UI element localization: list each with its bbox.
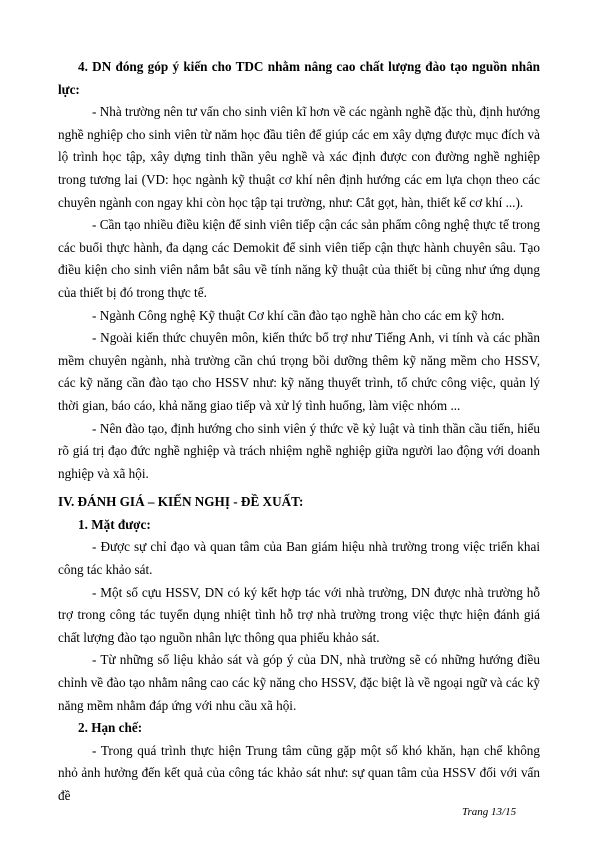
section-4-paragraph: - Ngành Công nghệ Kỹ thuật Cơ khí cần đào tạo nghề hàn cho các em kỹ hơn. (92, 307, 505, 323)
section-iv-heading: IV. ĐÁNH GIÁ – KIẾN NGHỊ - ĐỀ XUẤT: (58, 494, 304, 510)
section-4-heading: 4. DN đóng góp ý kiến cho TDC nhằm nâng cao chất lượng đào tạo nguồn nhân lực: (58, 59, 540, 97)
page-content (58, 56, 540, 808)
section-4-paragraph: - Ngoài kiến thức chuyên môn, kiến thức bổ trợ như Tiếng Anh, vi tính và các phần mềm chuyên ngành, nhà trường cần chú trọng bồi dưỡng thêm kỹ năng mềm cho HSSV, các kỹ năng cần đào tạo cho HSSV như: kỹ năng thuyết trình, tổ chức công việc, quản lý thời gian, báo cáo, khả năng giao tiếp và xử lý tình huống, làm việc nhóm ... (58, 330, 540, 413)
page-number: Trang 13/15 (462, 806, 517, 818)
section-4-paragraph: - Cần tạo nhiều điều kiện để sinh viên tiếp cận các sản phẩm công nghệ thực tế trong các buổi thực hành, đa dạng các Demokit để sinh viên tiếp cận thực hành chuyên sâu. Tạo điều kiện cho sinh viên nắm bắt sâu về tính năng kỹ thuật của thiết bị cũng như ứng dụng của thiết bị đó trong thực tế. (58, 217, 540, 300)
subsection-1-paragraph: - Từ những số liệu khảo sát và góp ý của DN, nhà trường sẽ có những hướng điều chỉnh về đào tạo nhằm nâng cao các kỹ năng cho HSSV, đặc biệt là về ngoại ngữ và các kỹ năng mềm nhằm đáp ứng với nhu cầu xã hội. (58, 652, 540, 713)
subsection-1-paragraph: - Được sự chỉ đạo và quan tâm của Ban giám hiệu nhà trường trong việc triển khai công tác khảo sát. (58, 539, 540, 578)
subsection-2-heading: 2. Hạn chế: (78, 720, 143, 736)
section-4-paragraph: - Nhà trường nên tư vấn cho sinh viên kĩ hơn về các ngành nghề đặc thù, định hướng nghề nghiệp cho sinh viên từ năm học đầu tiên để giúp các em xây dựng được mục đích và lộ trình học tập, xây dựng tinh thần yêu nghề và xác định được con đường nghề nghiệp trong tương lai (VD: học ngành kỹ thuật cơ khí nên định hướng các em lựa chọn theo các chuyên ngành con ngay khi còn học tập tại trường, như: Cắt gọt, hàn, thiết kế cơ khí ...). (58, 104, 540, 210)
section-4-paragraph: - Nên đào tạo, định hướng cho sinh viên ý thức về kỷ luật và tinh thần cầu tiến, hiểu rõ giá trị đạo đức nghề nghiệp và trách nhiệm nghề nghiệp giữa người lao động với doanh nghiệp và xã hội. (58, 420, 540, 481)
subsection-1-paragraph: - Một số cựu HSSV, DN có ký kết hợp tác với nhà trường, DN được nhà trường hỗ trợ trong công tác tuyển dụng nhiệt tình hỗ trợ nhà trường trong việc thực hiện đánh giá chất lượng đào tạo nguồn nhân lực thông qua phiếu khảo sát. (58, 584, 540, 645)
subsection-1-heading: 1. Mặt được: (78, 516, 151, 532)
subsection-2-paragraph: - Trong quá trình thực hiện Trung tâm cũng gặp một số khó khăn, hạn chế không nhỏ ảnh hưởng đến kết quả của công tác khảo sát như: sự quan tâm của HSSV đối với vấn đề (58, 742, 540, 803)
